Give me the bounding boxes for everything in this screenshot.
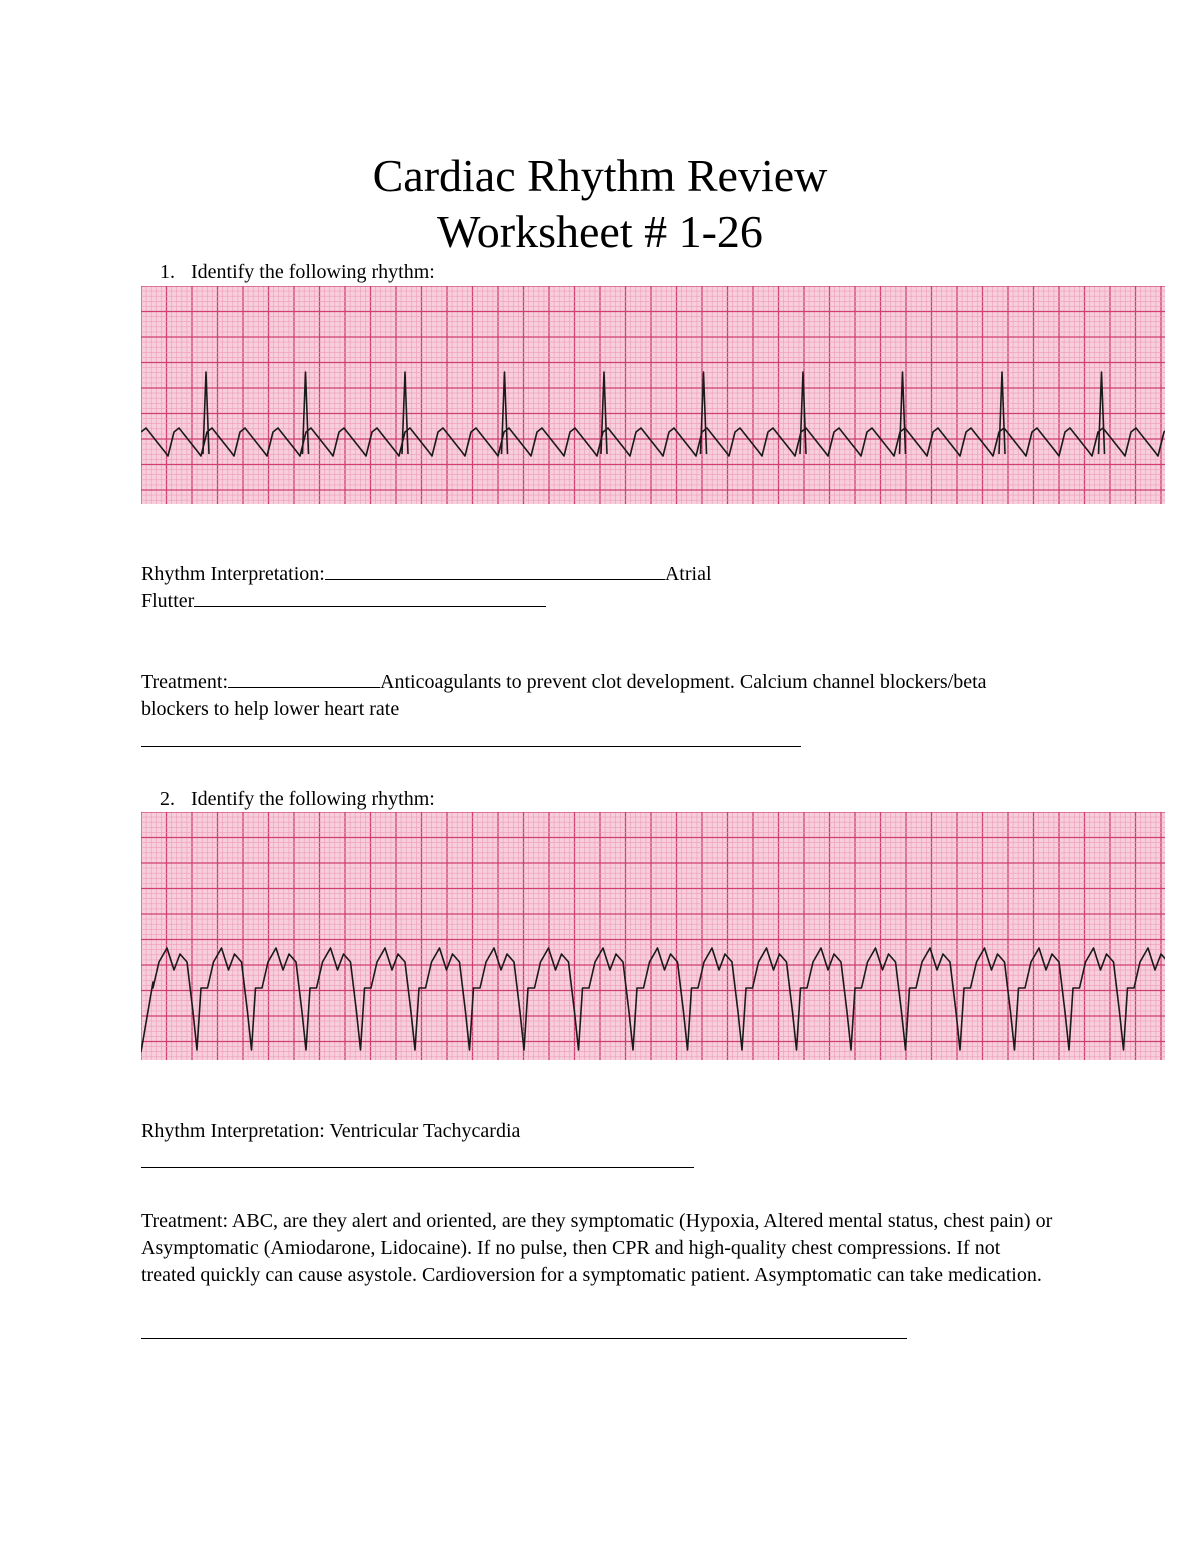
answer-blank: [228, 669, 380, 688]
rhythm-interpretation-1-line1: [141, 561, 712, 588]
treatment-2: Treatment: ABC, are they alert and oriented, are they symptomatic (Hypoxia, Altered mental status, chest pain) or Asymptomatic (Amiodarone, Lidocaine). If no pulse, then CPR and high-quality chest compressions. If not treated quickly can cause asystole. Cardioversion for a symptomatic patient. Asymptomatic can take medication.: [141, 1210, 1053, 1286]
ecg-strip-1-svg: [141, 286, 1165, 504]
ecg-strip-ventricular-tachycardia: [141, 812, 1165, 1060]
answer-blank: [325, 561, 665, 580]
treatment-answer-1: Anticoagulants to prevent clot development. Calcium channel blockers/beta blockers to help lower heart rate: [141, 671, 987, 720]
question-2-prompt: [141, 786, 435, 813]
title-line-1: Cardiac Rhythm Review: [372, 150, 828, 201]
answer-line: [141, 1338, 907, 1339]
question-1-number: 1.: [160, 261, 175, 283]
rhythm-label-1: Rhythm Interpretation:: [141, 563, 325, 585]
title-line-2: Worksheet # 1-26: [437, 206, 763, 257]
rhythm-answer-1b: Flutter: [141, 590, 195, 612]
question-1-prompt: [141, 259, 435, 286]
rhythm-answer-1a: Atrial: [664, 563, 712, 585]
question-1-prompt-text: Identify the following rhythm:: [191, 261, 435, 283]
treatment-1: [141, 669, 1021, 723]
answer-line: [141, 746, 801, 747]
answer-line: [141, 1167, 694, 1168]
answer-blank: [194, 588, 546, 607]
ecg-strip-atrial-flutter: [141, 286, 1165, 504]
rhythm-interpretation-2: Rhythm Interpretation: Ventricular Tachycardia: [141, 1120, 521, 1142]
rhythm-interpretation-1-line2: [141, 588, 546, 615]
question-2-prompt-text: Identify the following rhythm:: [191, 788, 435, 810]
treatment-label-1: Treatment:: [141, 671, 229, 693]
question-2-number: 2.: [160, 788, 175, 810]
ecg-strip-2-svg: [141, 812, 1165, 1060]
